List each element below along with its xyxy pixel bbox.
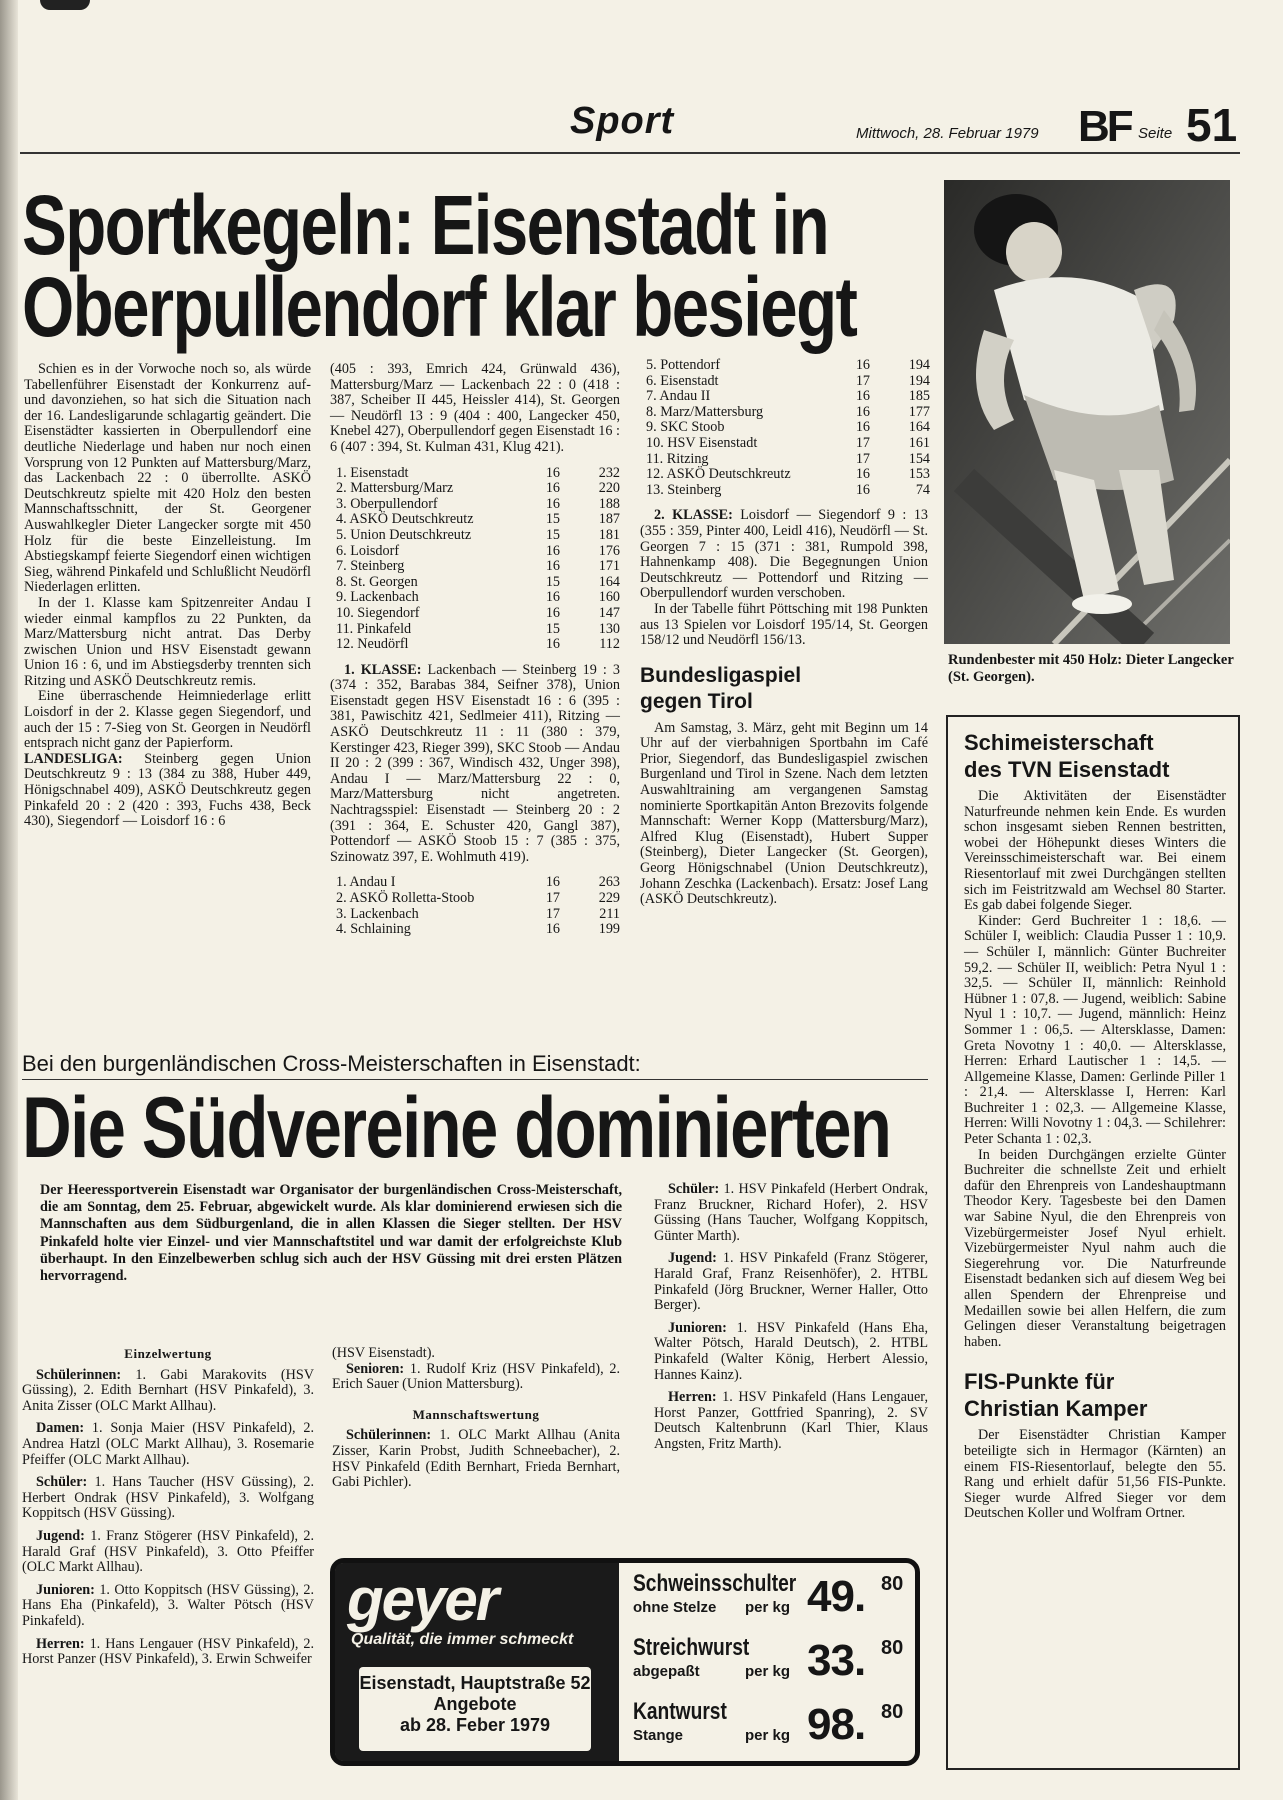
points: 160 [598,589,620,606]
games-played: 17 [855,434,870,451]
schimeister-title-line2: des TVN Eisenstadt [964,757,1170,782]
team-name: 10. HSV Eisenstadt [646,434,758,451]
team-name: 9. SKC Stoob [646,419,725,436]
table-row [336,544,620,560]
points: 164 [908,419,930,436]
result-entry [654,1321,928,1383]
team-name: 2. Mattersburg/Marz [336,480,454,497]
table-row [336,922,620,938]
klasse1-label: 1. KLASSE: [344,661,422,678]
paragraph: Schien es in der Vorwoche noch so, als würde Tabellenführer Eisenstadt der Konkurrenz auf- und davonziehen, so hat sich die Situation nach der 16. Landesligarunde schlagartig geändert. Die Eisenstädter kassierten in Oberpullendorf eine deutliche Niederlage und haben nur noch einen Vorsprung von 12 Punkten auf Mattersburg/Marz, das Lackenbach 22 : 0 überrollte. ASKÖ Deutschkreutz spielte mit 420 Holz den besten Mannschaftsschnitt, der St. Georgener Auswahlkegler Dieter Langecker sorgte mit 450 Holz für die beste Einzelleistung. Im Abstiegskampf feierte Siegendorf einen wichtigen Sieg, während Pinkafeld und Schlußlicht Neudörfl Niederlagen erlitten. [24,361,311,596]
paragraph: In beiden Durchgängen erzielte Günter Buchreiter die schnellste Zeit und erhielt dafür den Ehrenpreis von Landeshauptmann Theodor Kery. Tagesbeste bei den Damen war Sabine Nyul, die den Ehrenpreis von Vizebürgermeister Josef Nyul erhielt. Vizebürgermeister Nyul nahm auch die Siegerehrung vor. Die Naturfreunde Eisenstadt bedanken sich auf diesem Weg bei allen Spendern der Ehrenpreise und Medaillen sowie bei allen Helfern, die zum Gelingen dieser Veranstaltung beigetragen haben. [964,1146,1226,1350]
ad-item-cents: 80 [881,1701,904,1723]
ad-item [633,1631,913,1693]
result-category: Schülerinnen: [36,1366,122,1383]
ad-item-sub: abgepaßt [633,1663,700,1680]
article2-kicker: Bei den burgenländischen Cross-Meisterschaften in Eisenstadt: [22,1051,641,1076]
result-category: Junioren: [36,1581,95,1598]
article1-headline-line2: Oberpullendorf klar besiegt [22,260,857,354]
team-name: 10. Siegendorf [336,604,420,621]
points: 194 [908,357,930,373]
newspaper-logo: BF [1078,102,1131,151]
ad-item-sub: Stange [633,1727,684,1744]
points: 188 [598,495,620,512]
result-text: 1. HSV Pinkafeld (Hans Lengauer, Horst Panzer, Gottfried Spanring), 2. SV Deutsch Kaltenbrunn (Karl Thier, Klaus Angsten, Fritz Marth). [654,1389,928,1452]
team-name: 8. St. Georgen [336,573,418,590]
senioren-text: 1. Rudolf Kriz (HSV Pinkafeld), 2. Erich Sauer (Union Mattersburg). [332,1360,621,1393]
games-played: 16 [545,542,560,559]
page-number: 51 [1186,99,1238,151]
team-name: 4. ASKÖ Deutschkreutz [336,511,474,528]
geyer-logo: geyer [347,1566,498,1633]
points: 263 [598,874,620,891]
article2-column1 [22,1346,314,1675]
points: 130 [598,620,620,637]
games-played: 16 [545,921,560,938]
result-text: 1. Otto Koppitsch (HSV Güssing), 2. Hans Eha (Pinkafeld), 3. Walter Pötsch (HSV Pinkafeld). [22,1581,315,1629]
games-played: 16 [855,388,870,405]
sidebar-box [946,715,1240,1770]
page-label: Seite [1138,125,1173,142]
points: 161 [908,434,930,451]
games-played: 16 [545,604,560,621]
points: 177 [908,403,930,420]
klasse1-standings-table [336,875,620,937]
points: 229 [598,890,620,906]
result-category: Jugend: [36,1527,85,1544]
ad-item-sub: ohne Stelze [633,1599,717,1616]
paragraph: (405 : 393, Emrich 424, Grünwald 436), Mattersburg/Marz — Lackenbach 22 : 0 (418 : 387, Scheiber II 445, Heissler 414), St. Georgen — Neudörfl 13 : 9 (404 : 400, Langecker 450, Knebel 427), Oberpullendorf gegen Eisenstadt 16 : 6 (407 : 394, St. Kulman 431, Klug 421). [330,361,620,455]
bundesliga-title-line1: Bundesligaspiel [640,663,802,687]
team-name: 3. Lackenbach [336,905,419,922]
games-played: 17 [545,890,560,906]
article2-headline: Die Südvereine dominierten [22,1080,891,1176]
table-row [336,512,620,528]
games-played: 15 [545,526,560,543]
result-category: Schüler: [668,1181,720,1197]
table-row [336,637,620,653]
team-name: 7. Andau II [646,388,711,405]
games-played: 15 [545,620,560,637]
points: 181 [598,526,620,543]
section-title: Sport [570,100,675,142]
paragraph: In der 1. Klasse kam Spitzenreiter Andau I wieder einmal kampflos zu 22 Punkten, da Marz/Mattersburg nicht antrat. Das Derby zwischen Union und HSV Eisenstadt gewann Union 16 : 6, und im Abstiegsderby trennten sich Ritzing und ASKÖ Deutschkreutz remis. [24,594,311,689]
games-played: 16 [545,464,560,481]
ad-item-name: Streichwurst [633,1634,750,1661]
table-row [336,575,620,591]
schimeister-article [964,729,1226,1522]
team-name: 13. Steinberg [646,481,722,498]
team-name: 3. Oberpullendorf [336,495,438,512]
result-category: Herren: [668,1389,717,1406]
table-row [336,891,620,907]
team-name: 6. Eisenstadt [646,372,719,389]
table-row [336,528,620,544]
table-row [336,466,620,482]
points: 232 [598,464,620,481]
result-category: Herren: [36,1635,85,1652]
games-played: 15 [545,573,560,590]
result-text: 1. Gabi Marakovits (HSV Güssing), 2. Edith Bernhart (HSV Pinkafeld), 3. Anita Zisser (OLC Markt Allhau). [22,1366,314,1414]
ad-item-unit: per kg [745,1727,791,1744]
table-row [336,497,620,513]
klasse1-text: Lackenbach — Steinberg 19 : 3 (374 : 352, Barabas 384, Seifner 378), Union Eisenstadt gegen HSV Eisenstadt 16 : 6 (395 : 381, Pawischitz 421, Sedlmeier 411), Ritzing — ASKÖ Deutschkreutz 11 : 11 (380 : 379, Kerstinger 423, Rieger 399), SKC Stoob — Andau II 20 : 2 (399 : 367, Windisch 432, Unger 398), Andau I — Marz/Mattersburg 22 : 0, Marz/Mattersburg nicht angetreten. Nachtragsspiel: Eisenstadt — Steinberg 20 : 2 (391 : 364, E. Schuster 420, Gangl 387), Pottendorf — ASKÖ Stoob 15 : 7 (385 : 375, Szinowatz 397, E. Wohlmuth 419). [330,661,620,865]
team-name: 11. Pinkafeld [336,620,412,637]
ad-item [633,1695,913,1757]
ad-address-box [359,1667,591,1751]
fis-title-line1: FIS-Punkte für [964,1369,1115,1395]
issue-date: Mittwoch, 28. Februar 1979 [856,125,1039,142]
table-row [336,559,620,575]
fis-title-line2: Christian Kamper [964,1396,1148,1422]
ad-item-name: Schweinsschulter [633,1570,797,1597]
mannschaft-text: 1. OLC Markt Allhau (Anita Zisser, Karin Probst, Judith Schneebacher), 2. HSV Pinkafeld (Edith Bernhart, Frieda Bernhart, Gabi Pichler). [332,1427,620,1491]
table-row [646,467,930,483]
print-artifact [40,0,90,10]
points: 164 [598,573,620,590]
games-played: 16 [545,495,560,512]
table-row [646,483,930,499]
ad-item-price: 33. [807,1636,866,1685]
paragraph: Der Eisenstädter Christian Kamper beteiligte sich in Hermagor (Kärnten) an einem FIS-Riesentorlauf, belegte den 55. Rang und erhielt dafür 51,56 FIS-Punkte. Sieger wurde Alfred Sieger vor dem Deutschen Koller und Wolfram Ortner. [964,1427,1226,1522]
ad-item [633,1567,913,1629]
paragraph: (HSV Eisenstadt). [332,1345,435,1361]
games-played: 17 [855,450,870,467]
games-played: 16 [545,874,560,891]
klasse1-standings-table-cont [646,358,930,498]
article1-column3 [640,358,928,908]
paragraph: Eine überraschende Heimniederlage erlitt Loisdorf in der 2. Klasse gegen Siegendorf, und auch der 15 : 7-Sieg von St. Georgen in Neudörfl entsprach nicht ganz der Papierform. [24,688,311,752]
table-row [336,590,620,606]
games-played: 16 [855,466,870,483]
result-category: Damen: [36,1420,85,1437]
table-row [646,358,930,374]
result-entry [22,1368,314,1415]
team-name: 5. Union Deutschkreutz [336,526,472,543]
table-row [336,622,620,638]
games-played: 16 [545,480,560,497]
games-played: 15 [545,511,560,528]
team-name: 4. Schlaining [336,921,411,938]
ad-item-cents: 80 [881,1637,904,1659]
games-played: 16 [545,589,560,606]
points: 220 [598,480,620,497]
points: 176 [598,542,620,559]
paragraph: Kinder: Gerd Buchreiter 1 : 18,6. — Schüler I, weiblich: Claudia Pusser 1 : 10,9. — Schüler I, männlich: Günter Buchreiter 59,2. — Schüler II, weiblich: Petra Nyul 1 : 32,5. — Schüler II, männlich: Reinhold Hübner 1 : 07,8. — Jugend, weiblich: Sabine Nyul 1 : 10,7. — Jugend, männlich: Heinz Sommer 1 : 06,5. — Altersklasse, Damen: Greta Novotny 1 : 40,0. — Altersklasse, Herren: Erhard Lautischer 1 : 14,5. — Allgemeine Klasse, Damen: Gerlinde Piller 1 : 21,4. — Altersklasse I, Herren: Karl Buchreiter 1 : 02,3. — Allgemeine Klasse, Herren: Willi Novotny 1 : 04,3. — Schilehrer: Peter Schanta 1 : 02,3. [964,912,1226,1148]
games-played: 16 [545,636,560,653]
team-name: 9. Lackenbach [336,589,419,606]
einzel-results [22,1368,314,1668]
games-played: 17 [855,372,870,389]
schimeister-title-line1: Schimeisterschaft [964,730,1154,755]
landesliga-text: Steinberg gegen Union Deutschkreutz 9 : 13 (384 zu 388, Huber 449, Hönigschnabel 409), ASKÖ Deutschkreutz gegen Pinkafeld 20 : 2 (420 : 393, Fuchs 438, Beck 430), Siegendorf — Loisdorf 16 : 6 [24,750,312,830]
result-text: 1. HSV Pinkafeld (Franz Stögerer, Harald Graf, Franz Reisenhöfer), 2. HTBL Pinkafeld (Jörg Bruckner, Werner Haller, Otto Berger). [654,1250,928,1314]
points: 112 [599,636,620,653]
ad-address: Eisenstadt, Hauptstraße 52 [359,1673,591,1693]
result-entry [22,1421,314,1468]
team-name: 5. Pottendorf [646,357,721,373]
team-name: 1. Eisenstadt [336,464,409,481]
schimeister-title [964,729,1226,783]
bundesliga-title [640,663,928,715]
fis-title [964,1368,1226,1422]
team-name: 12. Neudörfl [336,636,409,653]
points: 171 [598,558,620,575]
ad-slogan: Qualität, die immer schmeckt [351,1631,574,1648]
points: 194 [908,372,930,389]
result-text: 1. HSV Pinkafeld (Herbert Ondrak, Franz Bruckner, Richard Hofer), 2. HSV Güssing (Hans Taucher, Wolfgang Koppitsch, Günter Marth). [654,1181,928,1244]
result-text: 1. HSV Pinkafeld (Hans Eha, Walter Pötsch, Harald Deutsch), 2. HTBL Pinkafeld (Walter König, Herbert Alessio, Hannes Kainz). [654,1319,928,1383]
article2-column2 [332,1346,620,1491]
table-row [646,452,930,468]
games-played: 17 [545,905,560,922]
table-row [646,389,930,405]
result-entry [654,1251,928,1313]
result-entry [22,1475,314,1522]
einzel-title: Einzelwertung [124,1346,212,1361]
result-entry [22,1583,314,1630]
mannschaft-label: Schülerinnen: [346,1427,432,1444]
result-entry [22,1529,314,1576]
article2-intro: Der Heeressportverein Eisenstadt war Organisator der burgenländischen Cross-Meisterschaft, die am Sonntag, dem 25. Februar, abgewickelt wurde. Als klar dominierend erwiesen sich die Mannschaften aus dem Südburgenland, die in allen Klassen die Sieger stellten. Der HSV Pinkafeld holte vier Einzel- und vier Mannschaftstitel und war damit der erfolgreichste Klub überhaupt. In den Einzelbewerben schlug sich auch der HSV Güssing mit drei ersten Plätzen hervorragend. [40,1182,622,1285]
bundesliga-text: Am Samstag, 3. März, geht mit Beginn um 14 Uhr auf der vierbahnigen Sportbahn im Café Prior, Siegendorf, das Bundesligaspiel zwischen Burgenland und Tirol in Szene. Nach dem letzten Auswahltraining am vergangenen Samstag nominierte Sportkapitän Anton Brezovits folgende Mannschaft: Werner Kopp (Mattersburg/Marz), Alfred Klug (Eisenstadt), Hubert Supper (Steinberg), Dieter Langecker (St. Georgen), Georg Hönigschnabel (Union Deutschkreutz), Johann Zeschka (Lackenbach). Ersatz: Josef Lang (ASKÖ Deutschkreutz). [640,719,928,908]
result-text: 1. Franz Stögerer (HSV Pinkafeld), 2. Harald Graf (HSV Pinkafeld), 3. Otto Pfeiffer (OLC Markt Allhau). [22,1527,314,1576]
ad-price-list [633,1567,913,1763]
games-played: 16 [855,481,870,498]
games-played: 16 [545,558,560,575]
paragraph: Die Aktivitäten der Eisenstädter Naturfreunde nehmen kein Ende. Es wurden schon insgesamt sieben Rennen bestritten, wobei der Höhepunkt dieses Winters die Vereinsschimeisterschaft war. Bei einem Riesentorlauf mit zwei Durchgängen stellten sich im Feistritzwald am Wechsel 80 Starter. Es gab dabei folgende Sieger. [964,788,1226,914]
points: 154 [908,450,930,467]
result-text: 1. Hans Taucher (HSV Güssing), 2. Herbert Ondrak (HSV Pinkafeld), 3. Wolfgang Koppitsch (HSV Güssing). [22,1474,315,1522]
result-text: 1. Hans Lengauer (HSV Pinkafeld), 2. Horst Panzer (HSV Pinkafeld), 3. Erwin Schweifer [22,1635,314,1668]
result-category: Junioren: [668,1319,727,1336]
senioren-label: Senioren: [346,1360,405,1377]
ad-item-price: 49. [807,1572,866,1621]
points: 153 [908,466,930,483]
ad-item-cents: 80 [881,1573,904,1595]
table-row [336,875,620,891]
ad-item-price: 98. [807,1700,866,1749]
team-name: 11. Ritzing [646,450,709,467]
klasse2-text: Loisdorf — Siegendorf 9 : 13 (355 : 359, Pinter 400, Leidl 416), Neudörfl — St. Georgen 7 : 15 (371 : 381, Rumpold 398, Hahnenkamp 408). Die Begegnungen Union Deutschkreutz — Pottendorf und Ritzing — Oberpullendorf wurden verschoben. [640,507,929,602]
result-entry [654,1182,928,1244]
landesliga-label: LANDESLIGA: [24,750,123,767]
mannschaft-results [654,1182,928,1453]
article1-headline-line1: Sportkegeln: Eisenstadt in [22,178,829,272]
ad-item-name: Kantwurst [633,1698,727,1725]
photo-caption: Rundenbester mit 450 Holz: Dieter Langecker (St. Georgen). [948,652,1234,685]
points: 199 [598,921,620,938]
points: 185 [908,388,930,405]
table-row [646,405,930,421]
article1-column1 [24,362,311,830]
landesliga-standings-table [336,466,620,653]
team-name: 12. ASKÖ Deutschkreutz [646,466,791,483]
article1-column2 [330,362,620,938]
team-name: 2. ASKÖ Rolletta-Stoob [336,890,475,906]
result-entry [22,1637,314,1668]
team-name: 6. Loisdorf [336,542,400,559]
points: 147 [598,604,620,621]
table-row [336,481,620,497]
geyer-advertisement [330,1558,920,1766]
kegler-photo-image [944,180,1230,644]
ad-brand-panel [335,1563,619,1761]
points: 211 [599,905,620,922]
ad-date: ab 28. Feber 1979 [399,1715,551,1735]
ad-item-unit: per kg [745,1599,791,1616]
mannschaft-title: Mannschaftswertung [412,1406,540,1422]
sports-photo [944,180,1230,644]
games-played: 16 [855,403,870,420]
games-played: 16 [855,419,870,436]
ad-item-unit: per kg [745,1663,791,1680]
team-name: 1. Andau I [336,874,396,891]
result-entry [654,1390,928,1452]
table-row [646,436,930,452]
games-played: 16 [855,357,870,373]
result-category: Jugend: [668,1250,717,1267]
ad-angebote: Angebote [433,1694,517,1714]
table-row [336,907,620,923]
klasse2-label: 2. KLASSE: [654,507,733,524]
team-name: 7. Steinberg [336,558,405,575]
result-category: Schüler: [36,1474,88,1491]
table-row [646,420,930,436]
table-row [336,606,620,622]
result-text: 1. Sonja Maier (HSV Pinkafeld), 2. Andrea Hatzl (OLC Markt Allhau), 3. Rosemarie Pfeiffer (OLC Markt Allhau). [22,1420,315,1468]
table-row [646,374,930,390]
points: 187 [598,511,620,528]
page-edge-shadow [0,0,18,1800]
article2-column3 [654,1182,928,1460]
header-rule [20,152,1240,154]
team-name: 8. Marz/Mattersburg [646,403,764,420]
paragraph: In der Tabelle führt Pöttsching mit 198 Punkten aus 13 Spielen vor Loisdorf 195/14, St. Georgen 158/12 und Neudörfl 156/13. [640,600,928,649]
points: 74 [915,481,930,498]
bundesliga-title-line2: gegen Tirol [640,689,753,713]
